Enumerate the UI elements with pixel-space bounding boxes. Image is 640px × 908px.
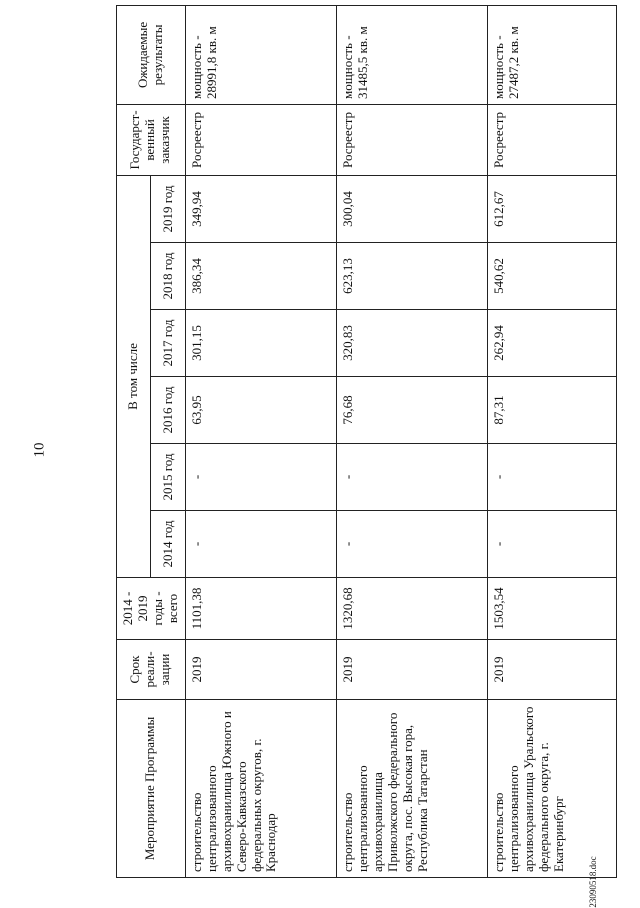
cell-total: 1503,54 xyxy=(488,578,616,640)
program-table-container xyxy=(116,21,596,878)
cell-year: - xyxy=(185,444,336,511)
header-year: 2016 год xyxy=(151,377,185,444)
cell-year: - xyxy=(337,511,488,578)
cell-year: 262,94 xyxy=(488,310,616,377)
cell-result: мощность - 27487,2 кв. м xyxy=(488,5,616,104)
cell-year: 63,95 xyxy=(185,377,336,444)
cell-year: 349,94 xyxy=(185,175,336,242)
header-year: 2018 год xyxy=(151,243,185,310)
cell-total: 1320,68 xyxy=(337,578,488,640)
cell-result: мощность - 28991,8 кв. м xyxy=(185,5,336,104)
cell-year: 300,04 xyxy=(337,175,488,242)
header-total: 2014 - 2019 годы - всего xyxy=(117,578,186,640)
table-body xyxy=(185,5,616,877)
cell-year: 612,67 xyxy=(488,175,616,242)
header-year: 2015 год xyxy=(151,444,185,511)
header-term: Срок реали-зации xyxy=(117,640,186,700)
header-result: Ожидаемые результаты xyxy=(117,5,186,104)
header-client: Государст-венный заказчик xyxy=(117,104,186,175)
cell-total: 1101,38 xyxy=(185,578,336,640)
cell-result: мощность - 31485,5 кв. м xyxy=(337,5,488,104)
cell-year: 386,34 xyxy=(185,243,336,310)
table-row xyxy=(337,5,488,877)
header-year: 2019 год xyxy=(151,175,185,242)
header-including: В том числе xyxy=(117,175,151,577)
header-event: Мероприятие Программы xyxy=(117,700,186,878)
document-id: 23090518.doc xyxy=(588,856,598,908)
header-year: 2017 год xyxy=(151,310,185,377)
cell-event: строительство централизованного архивохранилища Южного и Северо-Кавказского федеральных округов, г. Краснодар xyxy=(185,700,336,878)
cell-year: - xyxy=(185,511,336,578)
cell-year: - xyxy=(337,444,488,511)
table-header xyxy=(117,5,186,877)
cell-year: 540,62 xyxy=(488,243,616,310)
cell-client: Росреестр xyxy=(337,104,488,175)
cell-event: строительство централизованного архивохранилища Уральского федерального округа, г. Екатеринбург xyxy=(488,700,616,878)
cell-year: - xyxy=(488,511,616,578)
cell-term: 2019 xyxy=(337,640,488,700)
page-number: 10 xyxy=(31,442,48,458)
cell-year: 301,15 xyxy=(185,310,336,377)
cell-year: 87,31 xyxy=(488,377,616,444)
cell-client: Росреестр xyxy=(488,104,616,175)
table-row xyxy=(185,5,336,877)
program-table xyxy=(116,5,617,878)
cell-year: 320,83 xyxy=(337,310,488,377)
cell-year: - xyxy=(488,444,616,511)
cell-client: Росреестр xyxy=(185,104,336,175)
cell-term: 2019 xyxy=(488,640,616,700)
header-year: 2014 год xyxy=(151,511,185,578)
cell-event: строительство централизованного архивохранилища Приволжского федерального округа, пос. Высокая гора, Республика Татарстан xyxy=(337,700,488,878)
cell-year: 76,68 xyxy=(337,377,488,444)
cell-term: 2019 xyxy=(185,640,336,700)
cell-year: 623,13 xyxy=(337,243,488,310)
table-row xyxy=(488,5,616,877)
